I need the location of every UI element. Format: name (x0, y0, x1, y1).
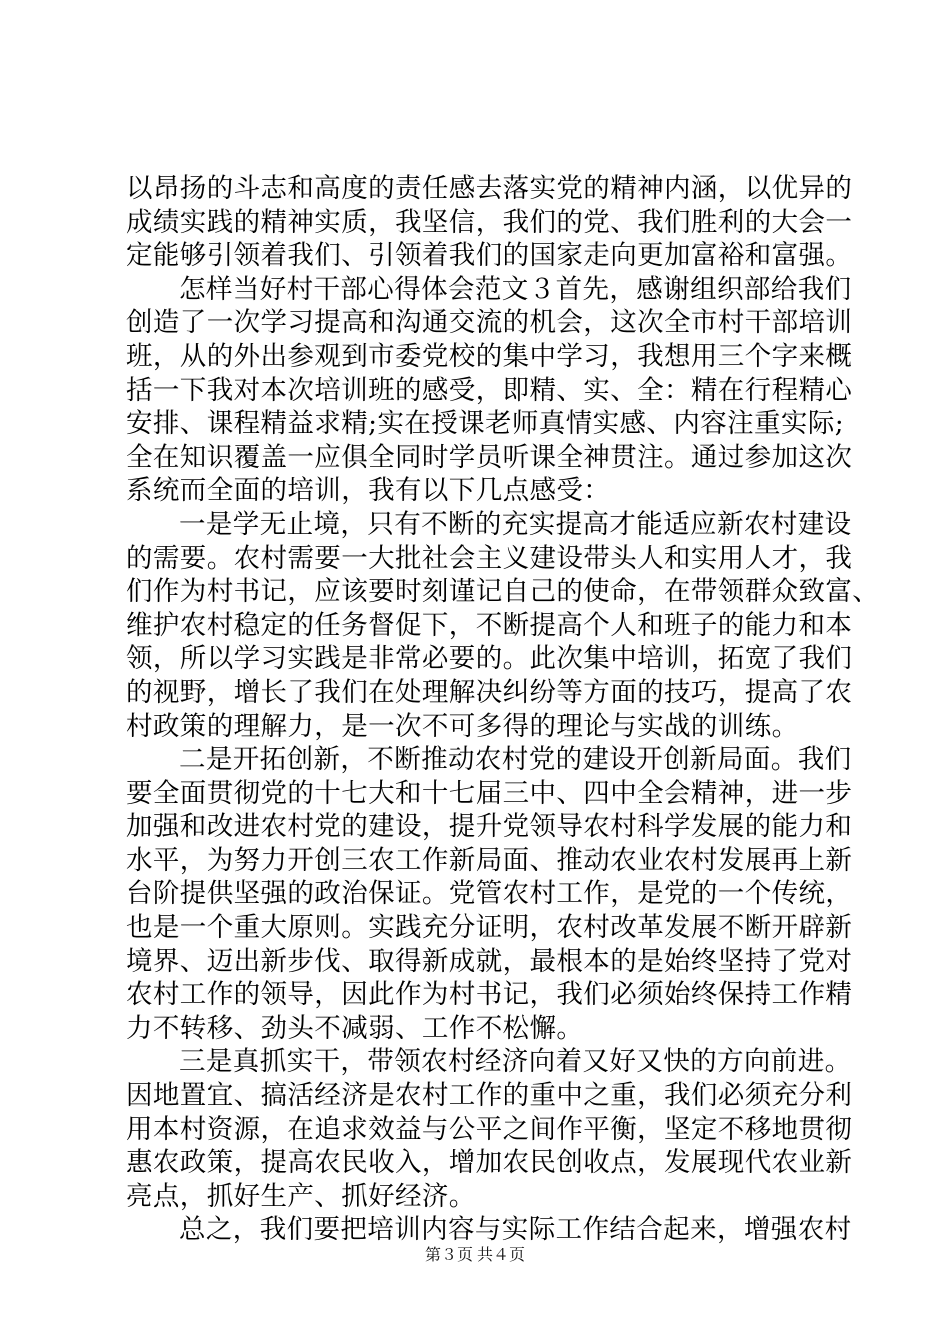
text-line: 领，所以学习实践是非常必要的。此次集中培训，拓宽了我们 (126, 643, 853, 675)
text-line: 因地置宜、搞活经济是农村工作的重中之重，我们必须充分利 (126, 1080, 853, 1112)
paragraph-first-line: 三是真抓实干，带领农村经济向着又好又快的方向前进。 (179, 1046, 852, 1078)
document-body (126, 172, 880, 1247)
text-line: 加强和改进农村党的建设，提升党领导农村科学发展的能力和 (126, 811, 853, 843)
paragraph-first-line: 一是学无止境，只有不断的充实提高才能适应新农村建设 (179, 508, 852, 540)
paragraph-first-line: 总之，我们要把培训内容与实际工作结合起来，增强农村 (179, 1214, 852, 1246)
text-line: 创造了一次学习提高和沟通交流的机会，这次全市村干部培训 (126, 307, 853, 339)
text-line: 也是一个重大原则。实践充分证明，农村改革发展不断开辟新 (126, 912, 853, 944)
text-line: 亮点，抓好生产、抓好经济。 (126, 1180, 476, 1212)
text-line: 们作为村书记，应该要时刻谨记自己的使命，在带领群众致富、 (126, 576, 880, 608)
text-line: 全在知识覆盖一应俱全同时学员听课全神贯注。通过参加这次 (126, 441, 853, 473)
text-line: 的需要。农村需要一大批社会主义建设带头人和实用人才，我 (126, 542, 853, 574)
text-line: 安排、课程精益求精;实在授课老师真情实感、内容注重实际; (126, 408, 845, 440)
text-line: 括一下我对本次培训班的感受，即精、实、全：精在行程精心 (126, 374, 853, 406)
text-line: 定能够引领着我们、引领着我们的国家走向更加富裕和富强。 (126, 240, 853, 272)
text-line: 惠农政策，提高农民收入，增加农民创收点，发展现代农业新 (126, 1147, 853, 1179)
text-line: 用本村资源，在追求效益与公平之间作平衡，坚定不移地贯彻 (126, 1113, 853, 1145)
page-footer: 第３页 共４页 (424, 1247, 525, 1264)
paragraph-first-line: 二是开拓创新，不断推动农村党的建设开创新局面。我们 (179, 744, 852, 776)
text-line: 以昂扬的斗志和高度的责任感去落实党的精神内涵，以优异的 (126, 173, 853, 204)
text-line: 村政策的理解力，是一次不可多得的理论与实战的训练。 (126, 710, 799, 742)
paragraph-first-line: 怎样当好村干部心得体会范文３首先，感谢组织部给我们 (179, 273, 852, 305)
text-line: 成绩实践的精神实质，我坚信，我们的党、我们胜利的大会一 (126, 206, 853, 238)
text-line: 境界、迈出新步伐、取得新成就，最根本的是始终坚持了党对 (126, 945, 853, 977)
text-line: 要全面贯彻党的十七大和十七届三中、四中全会精神，进一步 (126, 777, 853, 809)
text-line: 班，从的外出参观到市委党校的集中学习，我想用三个字来概 (126, 340, 853, 372)
text-line: 系统而全面的培训，我有以下几点感受： (126, 475, 611, 507)
text-line: 力不转移、劲头不减弱、工作不松懈。 (126, 1012, 584, 1044)
text-line: 水平，为努力开创三农工作新局面、推动农业农村发展再上新 (126, 844, 853, 876)
text-line: 台阶提供坚强的政治保证。党管农村工作，是党的一个传统， (126, 878, 853, 910)
text-line: 农村工作的领导，因此作为村书记，我们必须始终保持工作精 (126, 979, 853, 1011)
text-line: 维护农村稳定的任务督促下，不断提高个人和班子的能力和本 (126, 609, 853, 641)
text-line: 的视野，增长了我们在处理解决纠纷等方面的技巧，提高了农 (126, 676, 853, 708)
